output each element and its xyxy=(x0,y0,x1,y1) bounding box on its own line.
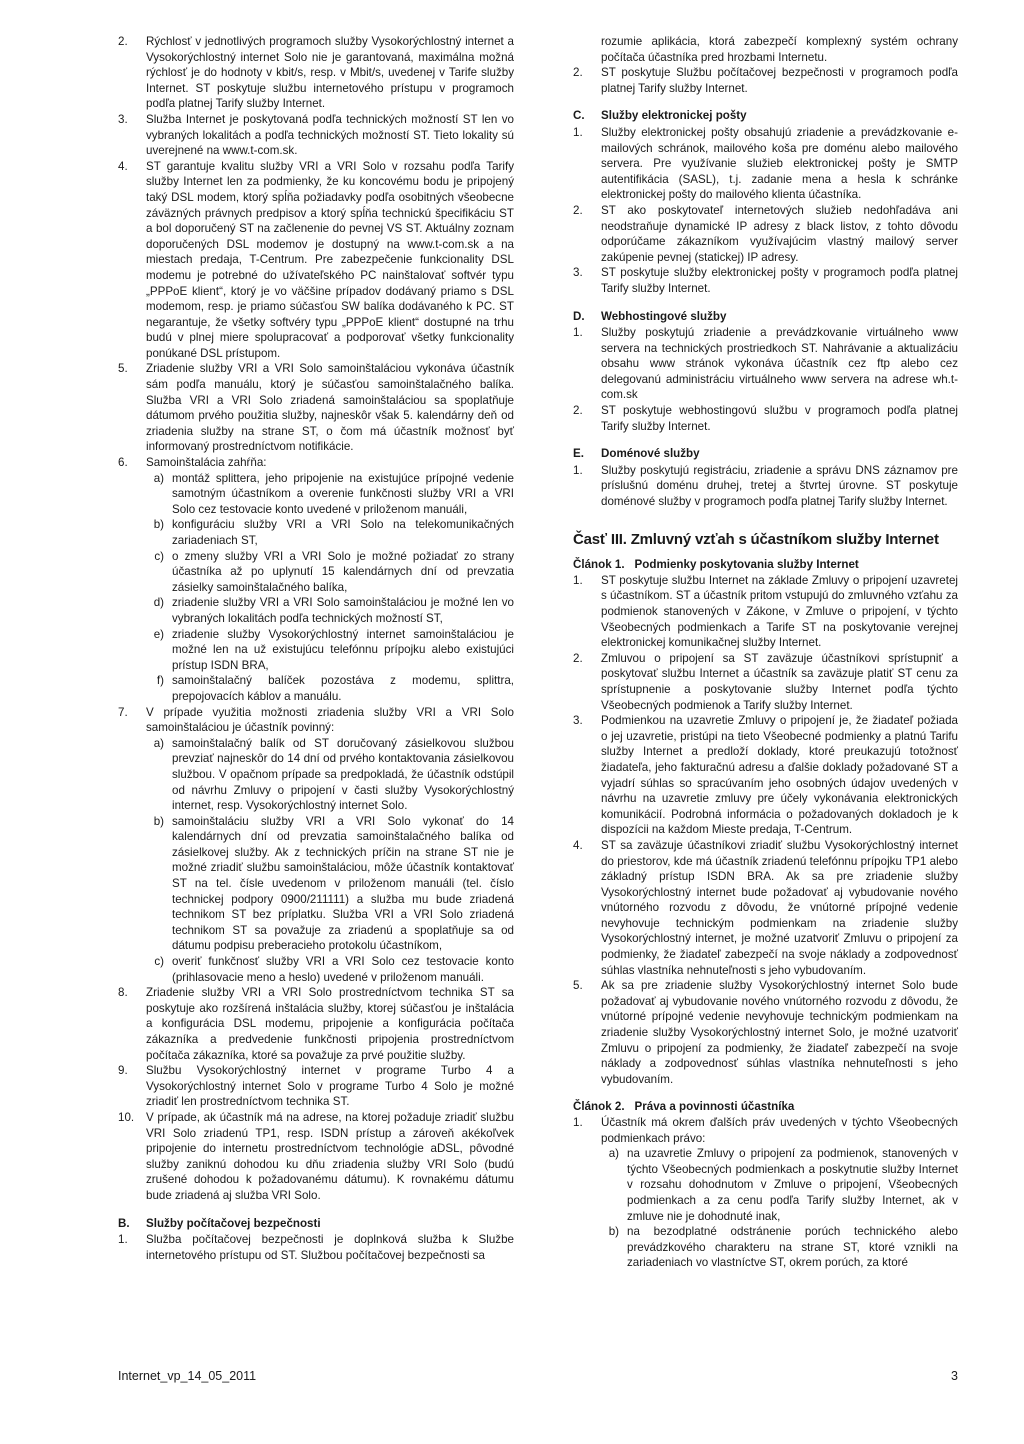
list-item: 5. Zriadenie služby VRI a VRI Solo samoinštaláciou vykonáva účastník sám podľa manuálu, ktorý je súčasťou samoinštalačného balíka. Služba VRI a VRI Solo zriadená samoinštaláciou sa spoplatňuje dátumom prvého použitia služby, najneskôr však 5. kalendárny deň od zriadenia služby na strane ST, o čom má účastník možnosť byť informovaný prostredníctvom notifikácie. xyxy=(118,362,514,454)
list-item: 1. Služby poskytujú registráciu, zriadenie a správu DNS záznamov pre príslušnú doménu druhej, tretej a štvrtej úrovne. ST poskytuje doménové služby v programoch podľa platnej Tarify služby Internet. xyxy=(573,463,958,509)
list-item: 8. Zriadenie služby VRI a VRI Solo prostredníctvom technika ST sa poskytuje ako rozšírená inštalácia služby, ktorej súčasťou je inštalácia a konfigurácia DSL modemu, pripojenie a konfigurácia počítača zákazníka a predvedenie funkčnosti pripojenia prostredníctvom počítača zákazníka, ktoré sa považuje za prvé použitie služby. xyxy=(118,986,514,1062)
sub-item: b) samoinštaláciu služby VRI a VRI Solo vykonať do 14 kalendárnych dní od prevzatia samoinštalačného balíka od zásielkovej služby. Ak z technických príčin na strane ST nie je možné zriadiť službu samoinštaláciou, môže účastník kontaktovať ST na tel. čísle uvedenom v priloženom manuáli (tel. číslo technickej podpory 0900/211111) a služba mu bude zriadená technikom ST bez príplatku. Služba VRI a VRI Solo zriadená technikom ST sa považuje za zriadenú a spoplatňuje sa od dátumu podpisu preberacieho protokolu účastníkom, xyxy=(153,814,514,953)
sub-item: b) na bezodplatné odstránenie porúch technického alebo prevádzkového charakteru na strane ST, ktoré vznikli na zariadeniach vo vlastníctve ST, okrem porúch, za ktoré xyxy=(608,1225,958,1270)
list-item: 10. V prípade, ak účastník má na adrese, na ktorej požaduje zriadiť službu VRI Solo zriadenú TP1, resp. ISDN prístup a zároveň akékoľvek pripojenie do internetu prostredníctvom technológie aDSL, pôvodné služby zaniknú dohodou ku dňu zriadenia služby VRI Solo (budú zrušené dohodou k požadovanému dátumu). K rovnakému dátumu bude zriadená aj služba VRI Solo. xyxy=(118,1110,514,1202)
list-item: 5. Ak sa pre zriadenie služby Vysokorýchlostný internet Solo bude požadovať aj vybudovanie nového vnútorného rozvodu z dôvodu, že vnútorné prípojné vedenie nevyhovuje technickým podmienkam na zriadenie služby Vysokorýchlostný internet Solo, je možné uzatvoriť Zmluvu o pripojení za podmienky, že žiadateľ zabezpečí na svoje náklady a zodpovednosť súhlas vlastníka nehnuteľnosti s jeho vybudovaním. xyxy=(573,979,958,1086)
article-heading-2: Článok 2. Práva a povinnosti účastníka xyxy=(573,1100,795,1114)
list-item: 3. Služba Internet je poskytovaná podľa technických možností ST len vo vybraných lokalitách a podľa technických možností ST. Tieto lokality sú uverejnené na www.t-com.sk. xyxy=(118,112,514,158)
list-item: 9. Službu Vysokorýchlostný internet v programe Turbo 4 a Vysokorýchlostný internet Solo v programe Turbo 4 Solo je možné zriadiť len prostredníctvom technika ST. xyxy=(118,1064,514,1109)
list-item: 4. ST sa zaväzuje účastníkovi zriadiť službu Vysokorýchlostný internet do priestorov, kde má účastník zriadenú telefónnu prípojku TP1 alebo základný prístup ISDN BRA. Ak sa pre zriadenie služby Vysokorýchlostný internet bude požadovať aj vybudovanie nového vnútorného rozvodu z dôvodu, že vnútorné prípojné vedenie nevyhovuje technickým podmienkam na zriadenie služby Vysokorýchlostný internet, je možné uzatvoriť Zmluvu o pripojení za podmienky, že žiadateľ zabezpečí na svoje náklady a zodpovednosť súhlas vlastníka nehnuteľnosti s jeho vybudovaním. xyxy=(573,838,958,977)
list-item: 2. ST ako poskytovateľ internetových služieb nedohľadáva ani neodstraňuje dynamické IP adresy z black listov, z tohto dôvodu odporúčame zákazníkom využívajúcim vlastný mailový server zakúpenie pevnej (statickej) IP adresy. xyxy=(573,203,958,264)
section-heading-b: B. Služby počítačovej bezpečnosti xyxy=(118,1216,321,1230)
left-column xyxy=(118,34,514,1263)
list-item: 1. ST poskytuje službu Internet na základe Zmluvy o pripojení uzavretej s účastníkom. ST a účastník pritom vstupujú do zmluvného vzťahu za podmienok stanovených v Zákone, v Zmluve o pripojení, v týchto Všeobecných podmienkach a Tarife ST na poskytovanie verejnej elektronickej komunikačnej služby Internet. xyxy=(573,573,958,650)
list-item: 2. Zmluvou o pripojení sa ST zaväzuje účastníkovi sprístupniť a poskytovať službu Internet a účastník sa zaväzuje platiť ST cenu za sprístupnenie a poskytovanie služby Internet podľa týchto Všeobecných podmienok a Tarify služby Internet. xyxy=(573,651,958,712)
list-item: 1. Služby elektronickej pošty obsahujú zriadenie a prevádzkovanie e-mailových schránok, mailového koša pre doménu alebo mailového servera. Pre využívanie služieb elektronickej pošty je SMTP autentifikácia (SASL), t.j. zadanie mena a hesla k schránke elektronickej pošty do mailového klienta účastníka. xyxy=(573,125,958,202)
list-item: 4. ST garantuje kvalitu služby VRI a VRI Solo v rozsahu podľa Tarify služby Internet len za podmienky, že ku koncovému bodu je pripojený taký DSL modem, ktorý spĺňa požiadavky podľa osobitných všeobecne záväzných právnych predpisov a ktorý spĺňa technickú špecifikáciu ST a bol doporučený ST na začlenenie do pevnej VS ST. Aktuálny zoznam doporučených DSL modemov je dostupný na www.t-com.sk a na miestach predaja, T-Centrum. Pre zabezpečenie funkcionality DSL modemu je potrebné do užívateľského PC nainštalovať softvér typu „PPPoE klient“, ktorý je vo väčšine prípadov dodávaný priamo s DSL modemom, resp. je priamo súčasťou SW balíka dodávaného k PC. ST negarantuje, že všetky softvéry typu „PPPoE klient“ dostupné na trhu budú v plnej miere spolupracovať a podporovať všetky funkcionality ponúkané DSL prístupom. xyxy=(118,159,514,360)
sub-item: e) zriadenie služby Vysokorýchlostný internet samoinštaláciou je možné len na už existujúcu telefónnu prípojku alebo existujúci prístup ISDN BRA, xyxy=(153,627,514,672)
sub-item: f) samoinštalačný balíček pozostáva z modemu, splittra, prepojovacích káblov a manuálu. xyxy=(156,674,514,703)
section-heading-d: D. Webhostingové služby xyxy=(573,309,727,323)
sub-item: c) overiť funkčnosť služby VRI a VRI Solo cez testovacie konto (prihlasovacie meno a heslo) uvedené v priloženom manuáli. xyxy=(154,955,514,984)
right-column xyxy=(573,34,958,1271)
page-number: 3 xyxy=(951,1369,958,1383)
list-item: 6. Samoinštalácia zahŕňa: xyxy=(118,456,267,470)
list-item-continuation: rozumie aplikácia, ktorá zabezpečí komplexný systém ochrany počítača účastníka pred hrozbami Internetu. xyxy=(601,35,958,64)
list-item: 2. ST poskytuje Službu počítačovej bezpečnosti v programoch podľa platnej Tarify služby Internet. xyxy=(573,66,958,95)
list-item: 1. Účastník má okrem ďalších práv uvedených v týchto Všeobecných podmienkach právo: xyxy=(573,1116,958,1145)
list-item: 2. Rýchlosť v jednotlivých programoch služby Vysokorýchlostný internet a Vysokorýchlostný internet Solo nie je garantovaná, maximálna možná rýchlosť je do hodnoty v kbit/s, resp. v Mbit/s, uvedenej v Tarife služby Internet. ST poskytuje službu internetového prístupu v programoch podľa platnej Tarify služby Internet. xyxy=(118,35,514,111)
part-title: Časť III. Zmluvný vzťah s účastníkom služby Internet xyxy=(573,530,939,548)
list-item: 7. V prípade využitia možnosti zriadenia služby VRI a VRI Solo samoinštaláciou je účastník povinný: xyxy=(118,705,514,735)
list-item: 1. Služba počítačovej bezpečnosti je doplnková služba k Službe internetového prístupu od ST. Službou počítačovej bezpečnosti sa xyxy=(118,1233,514,1262)
article-heading-1: Článok 1. Podmienky poskytovania služby Internet xyxy=(573,558,859,572)
section-heading-e: E. Doménové služby xyxy=(573,447,700,461)
sub-item: a) na uzavretie Zmluvy o pripojení za podmienok, stanovených v týchto Všeobecných podmienkach a poskytnutie služby Internet v rozsahu dohodnutom v Zmluve o pripojení, Všeobecných podmienkach a za cenu podľa Tarify služby Internet, ak v zmluve nie je dohodnuté inak, xyxy=(608,1147,958,1223)
list-item: 3. ST poskytuje služby elektronickej pošty v programoch podľa platnej Tarify služby Internet. xyxy=(573,266,958,295)
list-item: 1. Služby poskytujú zriadenie a prevádzkovanie virtuálneho www servera na technických prostriedkoch ST. Nahrávanie a aktualizáciu obsahu www stránok vykonáva účastník cez ftp alebo cez delegovanú administráciu virtuálneho www servera na adrese wh.t-com.sk xyxy=(573,326,958,402)
section-heading-c: C. Služby elektronickej pošty xyxy=(573,109,747,123)
sub-item: d) zriadenie služby VRI a VRI Solo samoinštaláciou je možné len vo vybraných lokalitách podľa technických možností ST, xyxy=(153,596,514,625)
sub-item: b) konfiguráciu služby VRI a VRI Solo na telekomunikačných zariadeniach ST, xyxy=(153,518,514,547)
footer-document-id: Internet_vp_14_05_2011 xyxy=(118,1369,257,1383)
sub-item: a) montáž splittera, jeho pripojenie na existujúce prípojné vedenie samotným účastníkom a overenie funkčnosti služby VRI a VRI Solo cez testovacie konto uvedené v priloženom manuáli, xyxy=(153,471,514,516)
list-item: 3. Podmienkou na uzavretie Zmluvy o pripojení je, že žiadateľ požiada o jej uzavretie, pristúpi na tieto Všeobecné podmienky a platnú Tarifu služby Internet a predloží doklady, ktoré preukazujú totožnosť žiadateľa, jeho fakturačnú adresu a ďalšie doklady požadované ST a vyjadrí súhlas so spracúvaním jeho osobných údajov uvedených v návrhu na uzavretie zmluvy pre účely vykonávania elektronických komunikácií. Podrobná informácia o požadovaných dokladoch je k dispozícii na každom Mieste predaja, T-Centrum. xyxy=(573,714,958,837)
list-item: 2. ST poskytuje webhostingovú službu v programoch podľa platnej Tarify služby Internet. xyxy=(573,404,958,433)
sub-item: c) o zmeny služby VRI a VRI Solo je možné požiadať zo strany účastníka až po uplynutí 15 kalendárnych dní od prevzatia zásielky samoinštalačného balíka, xyxy=(154,549,514,594)
sub-item: a) samoinštalačný balík od ST doručovaný zásielkovou službou prevziať najneskôr do 14 dní od prvého kontaktovania zásielkovou službou. V opačnom prípade sa predpokladá, že účastník odstúpil od návrhu Zmluvy o pripojení v časti služby Vysokorýchlostný internet, resp. Vysokorýchlostný internet Solo. xyxy=(153,736,514,813)
